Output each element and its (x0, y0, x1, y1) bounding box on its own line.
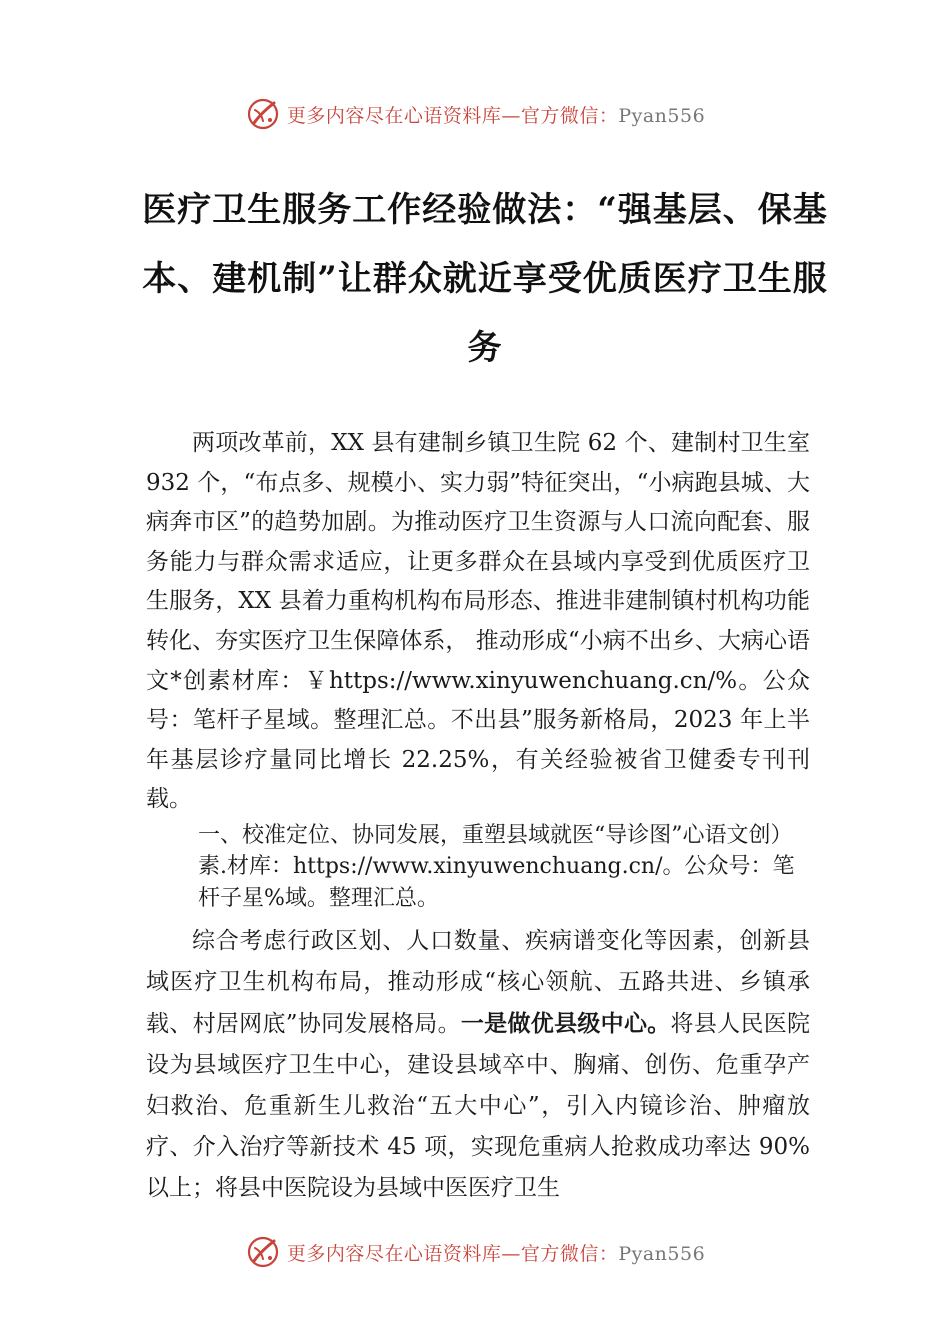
brush-logo-icon (245, 96, 281, 132)
document-title: 医疗卫生服务工作经验做法：“强基层、保基本、建机制”让群众就近享受优质医疗卫生服务 (142, 190, 828, 368)
header-banner-text: 更多内容尽在心语资料库—官方微信：Pyan556 (286, 104, 706, 127)
document-body (146, 424, 810, 1209)
paragraph-1: 两项改革前，XX 县有建制乡镇卫生院 62 个、建制村卫生室 932 个，“布点多、规模小、实力弱”特征突出，“小病跑县城、大病奔市区”的趋势加剧。为推动医疗卫生资源与人口流向配套、服务能力与群众需求适应，让更多群众在县域内享受到优质医疗卫生服务，XX 县着力重构机构布局形态、推进非建制镇村机构功能转化、夯实医疗卫生保障体系， 推动形成“小病不出乡、大病心语文*创素材库：￥https://www.xinyuwenchuang.cn/%。公众号：笔杆子星域。整理汇总。不出县”服务新格局，2023 年上半年基层诊疗量同比增长 22.25%，有关经验被省卫健委专刊刊载。 (146, 430, 810, 813)
brush-logo-icon (245, 1234, 281, 1270)
paragraph-2-bold: 一是做优县级中心。 (460, 1010, 671, 1037)
paragraph-2-lead: 综合考虑行政区划、人口数量、疾病谱变化等因素，创新县域医疗卫生机构布局，推动形成“核心领航、五路共进、乡镇承载、村居网底”协同发展格局。 (146, 928, 810, 1038)
footer-banner-contact: Pyan556 (618, 1242, 706, 1265)
section-1-heading: 一、校准定位、协同发展，重塑县域就医“导诊图”心语文创）素.材库：https://www.xinyuwenchuang.cn/。公众号：笔杆子星%域。整理汇总。 (198, 822, 795, 911)
header-banner-contact: Pyan556 (618, 104, 706, 127)
paragraph-2-rest: 将县人民医院设为县域医疗卫生中心，建设县域卒中、胸痛、创伤、危重孕产妇救治、危重新生儿救治“五大中心”，引入内镜诊治、肿瘤放疗、介入治疗等新技术 45 项，实现危重病人抢救成功率达 90%以上；将县中医院设为县域中医医疗卫生 (146, 1011, 811, 1202)
header-banner (0, 92, 950, 136)
footer-banner-text: 更多内容尽在心语资料库—官方微信：Pyan556 (286, 1242, 706, 1265)
paragraph-2 (146, 921, 810, 1209)
footer-banner (0, 1230, 950, 1274)
